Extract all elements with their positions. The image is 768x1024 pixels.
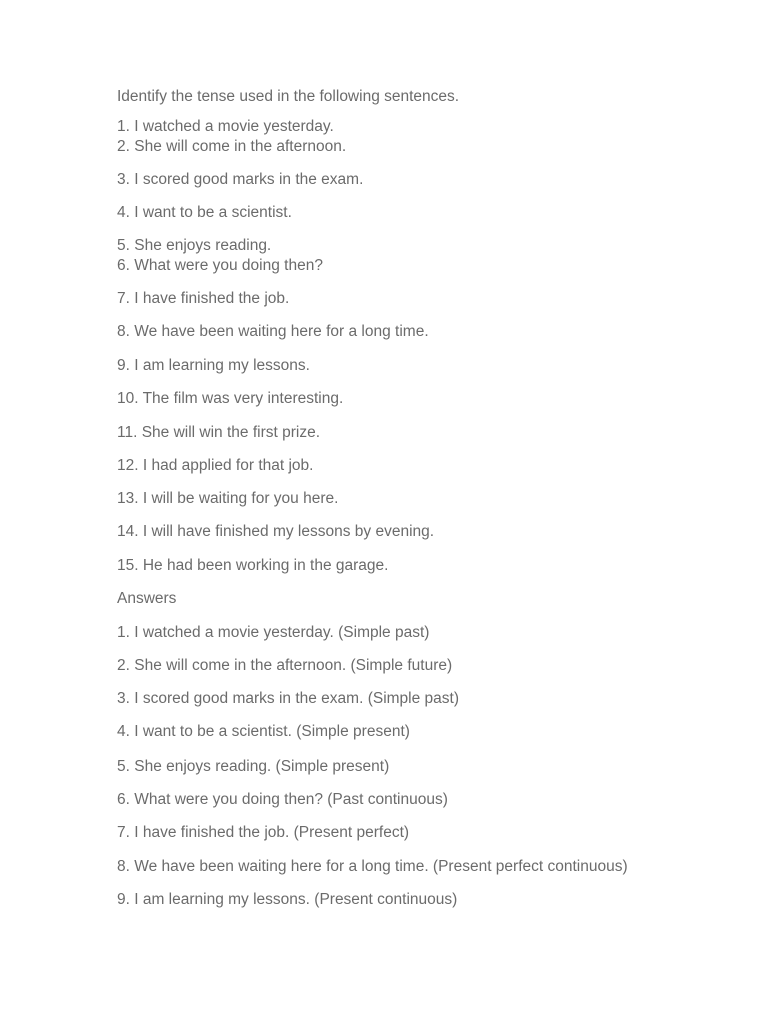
instruction-text: Identify the tense used in the following sentences. [117,88,460,105]
question-2: 2. She will come in the afternoon. [117,138,347,155]
answer-5: 5. She enjoys reading. (Simple present) [117,758,390,775]
question-10: 10. The film was very interesting. [117,390,344,407]
question-6: 6. What were you doing then? [117,257,323,274]
question-7: 7. I have finished the job. [117,290,290,307]
question-14: 14. I will have finished my lessons by evening. [117,523,435,540]
answers-heading: Answers [117,590,177,607]
answer-2: 2. She will come in the afternoon. (Simple future) [117,657,453,674]
question-5: 5. She enjoys reading. [117,237,272,254]
answer-8: 8. We have been waiting here for a long time. (Present perfect continuous) [117,858,628,875]
question-15: 15. He had been working in the garage. [117,557,389,574]
answer-1: 1. I watched a movie yesterday. (Simple past) [117,624,430,641]
question-11: 11. She will win the first prize. [117,424,321,441]
answer-9: 9. I am learning my lessons. (Present continuous) [117,891,458,908]
answer-4: 4. I want to be a scientist. (Simple present) [117,723,410,740]
answer-3: 3. I scored good marks in the exam. (Simple past) [117,690,460,707]
question-3: 3. I scored good marks in the exam. [117,171,364,188]
question-13: 13. I will be waiting for you here. [117,490,339,507]
question-4: 4. I want to be a scientist. [117,204,292,221]
question-1: 1. I watched a movie yesterday. [117,118,334,135]
question-8: 8. We have been waiting here for a long time. [117,323,429,340]
question-9: 9. I am learning my lessons. [117,357,310,374]
question-12: 12. I had applied for that job. [117,457,314,474]
answer-7: 7. I have finished the job. (Present perfect) [117,824,410,841]
answer-6: 6. What were you doing then? (Past continuous) [117,791,448,808]
